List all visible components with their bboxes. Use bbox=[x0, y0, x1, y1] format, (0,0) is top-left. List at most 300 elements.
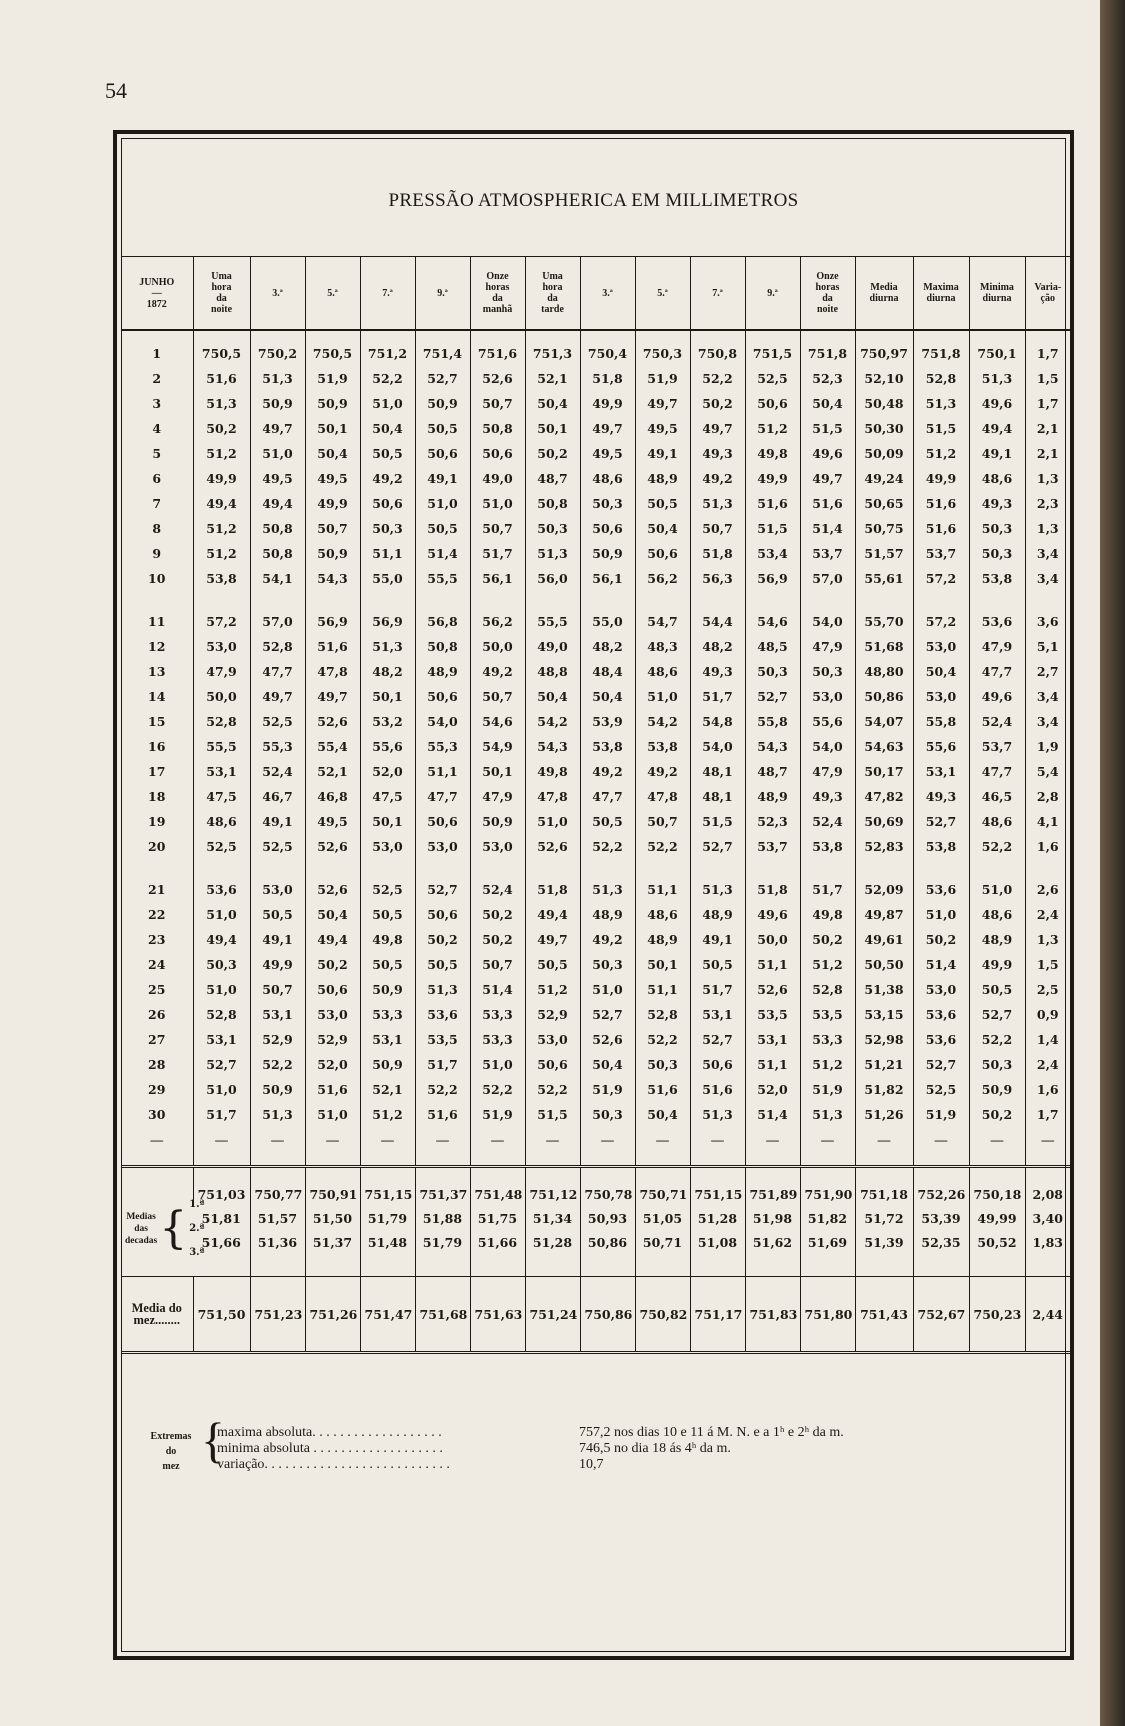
value-cell: 52,2 bbox=[635, 834, 690, 859]
value-cell: 54,6 bbox=[470, 709, 525, 734]
value-cell: 49,4 bbox=[193, 491, 250, 516]
value-cell: 53,0 bbox=[415, 834, 470, 859]
gap-cell bbox=[415, 591, 470, 609]
value-cell: 51,6 bbox=[635, 1077, 690, 1102]
value-cell: 50,1 bbox=[635, 952, 690, 977]
value-cell: 51,7 bbox=[800, 877, 855, 902]
value-cell: 2,8 bbox=[1025, 784, 1070, 809]
value-cell: 46,7 bbox=[250, 784, 305, 809]
value-cell: 51,05 bbox=[635, 1206, 690, 1230]
value-cell: 50,7 bbox=[250, 977, 305, 1002]
value-cell: 50,6 bbox=[690, 1052, 745, 1077]
value-cell: 55,5 bbox=[525, 609, 580, 634]
day-cell: 28 bbox=[148, 1057, 166, 1072]
gap-cell bbox=[690, 859, 745, 877]
value-cell: 52,7 bbox=[745, 684, 800, 709]
column-header: Uma hora da noite bbox=[193, 257, 250, 331]
value-cell: 56,2 bbox=[470, 609, 525, 634]
value-cell: 50,6 bbox=[415, 809, 470, 834]
value-cell: 55,0 bbox=[580, 609, 635, 634]
value-cell: 54,7 bbox=[635, 609, 690, 634]
value-cell: 51,28 bbox=[525, 1230, 580, 1277]
value-cell: 48,1 bbox=[690, 784, 745, 809]
value-cell: 50,5 bbox=[360, 952, 415, 977]
value-cell: 54,0 bbox=[800, 734, 855, 759]
separator-cell bbox=[1025, 1155, 1070, 1167]
value-cell: 56,1 bbox=[470, 566, 525, 591]
value-cell: 53,3 bbox=[470, 1002, 525, 1027]
value-cell: 1,4 bbox=[1025, 1027, 1070, 1052]
value-cell: 51,2 bbox=[800, 1052, 855, 1077]
extreme-name: minima absoluta . . . . . . . . . . . . . . . . . . . bbox=[217, 1441, 443, 1456]
decade-row bbox=[121, 1206, 1070, 1230]
value-cell: 51,75 bbox=[470, 1206, 525, 1230]
value-cell: 52,7 bbox=[690, 1027, 745, 1052]
value-cell: 51,79 bbox=[360, 1206, 415, 1230]
value-cell: 1,6 bbox=[1025, 1077, 1070, 1102]
value-cell: 50,9 bbox=[470, 809, 525, 834]
value-cell: 52,1 bbox=[305, 759, 360, 784]
table-row bbox=[121, 684, 1070, 709]
column-header: 3.ª bbox=[250, 257, 305, 331]
value-cell: 50,6 bbox=[415, 441, 470, 466]
value-cell: 50,0 bbox=[193, 684, 250, 709]
value-cell: 48,6 bbox=[969, 809, 1025, 834]
value-cell: 1,5 bbox=[1025, 366, 1070, 391]
value-cell: 751,15 bbox=[360, 1167, 415, 1207]
decades-label-cell bbox=[121, 1167, 205, 1277]
value-cell: 50,6 bbox=[745, 391, 800, 416]
extremes-brace: { bbox=[201, 1412, 225, 1468]
value-cell: 52,10 bbox=[855, 366, 913, 391]
value-cell: 51,4 bbox=[470, 977, 525, 1002]
decade-gap bbox=[121, 859, 1070, 877]
value-cell: 52,4 bbox=[470, 877, 525, 902]
value-cell: 57,0 bbox=[250, 609, 305, 634]
value-cell: 51,88 bbox=[415, 1206, 470, 1230]
value-cell: 48,7 bbox=[745, 759, 800, 784]
value-cell: 48,9 bbox=[580, 902, 635, 927]
value-cell: 51,2 bbox=[913, 441, 969, 466]
value-cell: 52,4 bbox=[800, 809, 855, 834]
value-cell: 56,8 bbox=[415, 609, 470, 634]
value-cell: 50,4 bbox=[360, 416, 415, 441]
value-cell: 51,3 bbox=[250, 366, 305, 391]
value-cell: 52,6 bbox=[470, 366, 525, 391]
value-cell: 51,0 bbox=[193, 1077, 250, 1102]
value-cell: 750,18 bbox=[969, 1167, 1025, 1207]
pressure-table bbox=[121, 256, 1070, 1354]
table-row bbox=[121, 366, 1070, 391]
table-row bbox=[121, 659, 1070, 684]
value-cell: 51,37 bbox=[305, 1230, 360, 1277]
value-cell: 54,8 bbox=[690, 709, 745, 734]
value-cell: 52,8 bbox=[913, 366, 969, 391]
value-cell: 5,1 bbox=[1025, 634, 1070, 659]
dash-cell: — bbox=[525, 1127, 580, 1155]
gap-cell bbox=[855, 591, 913, 609]
value-cell: 52,35 bbox=[913, 1230, 969, 1277]
value-cell: 50,4 bbox=[635, 516, 690, 541]
day-cell: 23 bbox=[148, 932, 166, 947]
value-cell: 751,48 bbox=[470, 1167, 525, 1207]
value-cell: 50,5 bbox=[580, 809, 635, 834]
value-cell: 52,5 bbox=[250, 709, 305, 734]
value-cell: 51,50 bbox=[305, 1206, 360, 1230]
value-cell: 52,2 bbox=[525, 1077, 580, 1102]
value-cell: 53,0 bbox=[525, 1027, 580, 1052]
value-cell: 49,6 bbox=[800, 441, 855, 466]
value-cell: 51,1 bbox=[635, 977, 690, 1002]
dash-cell: — bbox=[470, 1127, 525, 1155]
table-row bbox=[121, 609, 1070, 634]
value-cell: 53,6 bbox=[913, 1002, 969, 1027]
value-cell: 53,0 bbox=[913, 634, 969, 659]
value-cell: 1,5 bbox=[1025, 952, 1070, 977]
day-cell: 5 bbox=[152, 446, 162, 461]
value-cell: 49,3 bbox=[690, 441, 745, 466]
value-cell: 55,6 bbox=[360, 734, 415, 759]
column-header: Varia- ção bbox=[1025, 257, 1070, 331]
extreme-row-variation bbox=[217, 1457, 1017, 1473]
value-cell: 50,6 bbox=[580, 516, 635, 541]
gap-cell bbox=[470, 859, 525, 877]
value-cell: 51,0 bbox=[360, 391, 415, 416]
value-cell: 50,3 bbox=[525, 516, 580, 541]
value-cell: 51,3 bbox=[193, 391, 250, 416]
value-cell: 53,0 bbox=[305, 1002, 360, 1027]
value-cell: 2,3 bbox=[1025, 491, 1070, 516]
value-cell: 53,15 bbox=[855, 1002, 913, 1027]
value-cell: 1,3 bbox=[1025, 516, 1070, 541]
value-cell: 52,6 bbox=[580, 1027, 635, 1052]
value-cell: 48,3 bbox=[635, 634, 690, 659]
value-cell: 56,0 bbox=[525, 566, 580, 591]
value-cell: 53,5 bbox=[415, 1027, 470, 1052]
value-cell: 49,8 bbox=[525, 759, 580, 784]
value-cell: 47,7 bbox=[250, 659, 305, 684]
value-cell: 2,4 bbox=[1025, 1052, 1070, 1077]
value-cell: 47,8 bbox=[305, 659, 360, 684]
value-cell: 52,7 bbox=[580, 1002, 635, 1027]
value-cell: 1,6 bbox=[1025, 834, 1070, 859]
value-cell: 49,7 bbox=[635, 391, 690, 416]
value-cell: 50,1 bbox=[360, 809, 415, 834]
gap-cell bbox=[360, 859, 415, 877]
value-cell: 53,8 bbox=[193, 566, 250, 591]
value-cell: 51,6 bbox=[415, 1102, 470, 1127]
value-cell: 2,1 bbox=[1025, 416, 1070, 441]
value-cell: 50,8 bbox=[250, 541, 305, 566]
value-cell: 52,0 bbox=[305, 1052, 360, 1077]
value-cell: 48,2 bbox=[580, 634, 635, 659]
value-cell: 47,5 bbox=[193, 784, 250, 809]
column-header: Onze horas da noite bbox=[800, 257, 855, 331]
separator-cell bbox=[470, 1155, 525, 1167]
value-cell: 49,8 bbox=[360, 927, 415, 952]
value-cell: 50,1 bbox=[525, 416, 580, 441]
value-cell: 50,3 bbox=[193, 952, 250, 977]
value-cell: 52,7 bbox=[969, 1002, 1025, 1027]
value-cell: 51,3 bbox=[969, 366, 1025, 391]
value-cell: 48,6 bbox=[635, 902, 690, 927]
value-cell: 52,2 bbox=[580, 834, 635, 859]
value-cell: 751,68 bbox=[415, 1277, 470, 1353]
column-header: 3.ª bbox=[580, 257, 635, 331]
value-cell: 55,8 bbox=[745, 709, 800, 734]
value-cell: 53,3 bbox=[360, 1002, 415, 1027]
table-row bbox=[121, 927, 1070, 952]
gap-cell bbox=[969, 859, 1025, 877]
value-cell: 49,2 bbox=[690, 466, 745, 491]
value-cell: 53,0 bbox=[360, 834, 415, 859]
value-cell: 1,3 bbox=[1025, 466, 1070, 491]
value-cell: 50,4 bbox=[800, 391, 855, 416]
value-cell: 54,1 bbox=[250, 566, 305, 591]
value-cell: 50,3 bbox=[969, 516, 1025, 541]
value-cell: 750,5 bbox=[193, 330, 250, 366]
dash-cell: — bbox=[690, 1127, 745, 1155]
gap-cell bbox=[121, 859, 193, 877]
value-cell: 50,7 bbox=[470, 952, 525, 977]
value-cell: 49,1 bbox=[969, 441, 1025, 466]
day-cell: 12 bbox=[148, 639, 166, 654]
table-row bbox=[121, 491, 1070, 516]
gap-cell bbox=[470, 591, 525, 609]
day-cell: 15 bbox=[148, 714, 166, 729]
value-cell: 51,9 bbox=[635, 366, 690, 391]
day-cell: 11 bbox=[148, 614, 166, 629]
extreme-value: 10,7 bbox=[579, 1457, 604, 1472]
gap-cell bbox=[635, 859, 690, 877]
value-cell: 53,0 bbox=[250, 877, 305, 902]
day-cell: 24 bbox=[148, 957, 166, 972]
value-cell: 52,9 bbox=[525, 1002, 580, 1027]
value-cell: 2,6 bbox=[1025, 877, 1070, 902]
value-cell: 51,0 bbox=[913, 902, 969, 927]
value-cell: 53,5 bbox=[800, 1002, 855, 1027]
value-cell: 49,4 bbox=[193, 927, 250, 952]
value-cell: 50,6 bbox=[305, 977, 360, 1002]
value-cell: 50,5 bbox=[360, 441, 415, 466]
value-cell: 752,67 bbox=[913, 1277, 969, 1353]
value-cell: 52,7 bbox=[415, 877, 470, 902]
value-cell: 51,9 bbox=[470, 1102, 525, 1127]
value-cell: 49,1 bbox=[415, 466, 470, 491]
value-cell: 51,9 bbox=[913, 1102, 969, 1127]
value-cell: 55,6 bbox=[800, 709, 855, 734]
table-row bbox=[121, 952, 1070, 977]
extreme-name: maxima absoluta. . . . . . . . . . . . . . . . . . . bbox=[217, 1425, 442, 1440]
value-cell: 52,5 bbox=[193, 834, 250, 859]
day-cell: 1 bbox=[152, 346, 162, 361]
value-cell: 50,86 bbox=[855, 684, 913, 709]
value-cell: 48,9 bbox=[635, 927, 690, 952]
value-cell: 52,5 bbox=[745, 366, 800, 391]
column-header: 9.ª bbox=[745, 257, 800, 331]
value-cell: 50,9 bbox=[415, 391, 470, 416]
value-cell: 48,6 bbox=[580, 466, 635, 491]
day-cell: 8 bbox=[152, 521, 162, 536]
dash-cell: — bbox=[250, 1127, 305, 1155]
value-cell: 52,6 bbox=[305, 877, 360, 902]
value-cell: 51,66 bbox=[470, 1230, 525, 1277]
value-cell: 51,2 bbox=[745, 416, 800, 441]
value-cell: 1,3 bbox=[1025, 927, 1070, 952]
value-cell: 50,52 bbox=[969, 1230, 1025, 1277]
value-cell: 50,09 bbox=[855, 441, 913, 466]
value-cell: 53,0 bbox=[470, 834, 525, 859]
value-cell: 53,8 bbox=[580, 734, 635, 759]
value-cell: 57,0 bbox=[800, 566, 855, 591]
value-cell: 49,0 bbox=[470, 466, 525, 491]
value-cell: 51,7 bbox=[470, 541, 525, 566]
value-cell: 750,3 bbox=[635, 330, 690, 366]
value-cell: 49,7 bbox=[250, 684, 305, 709]
value-cell: 52,9 bbox=[305, 1027, 360, 1052]
value-cell: 49,99 bbox=[969, 1206, 1025, 1230]
value-cell: 53,39 bbox=[913, 1206, 969, 1230]
value-cell: 51,8 bbox=[525, 877, 580, 902]
value-cell: 51,3 bbox=[913, 391, 969, 416]
value-cell: 751,8 bbox=[913, 330, 969, 366]
value-cell: 50,1 bbox=[305, 416, 360, 441]
value-cell: 50,7 bbox=[470, 516, 525, 541]
value-cell: 50,86 bbox=[580, 1230, 635, 1277]
value-cell: 49,5 bbox=[305, 809, 360, 834]
dash-cell: — bbox=[1025, 1127, 1070, 1155]
value-cell: 53,0 bbox=[800, 684, 855, 709]
gap-cell bbox=[305, 859, 360, 877]
value-cell: 50,4 bbox=[525, 684, 580, 709]
value-cell: 48,6 bbox=[193, 809, 250, 834]
day-cell: 22 bbox=[148, 907, 166, 922]
value-cell: 52,0 bbox=[745, 1077, 800, 1102]
value-cell: 51,0 bbox=[580, 977, 635, 1002]
value-cell: 51,7 bbox=[690, 977, 745, 1002]
table-row bbox=[121, 877, 1070, 902]
value-cell: 52,6 bbox=[305, 709, 360, 734]
value-cell: 54,0 bbox=[415, 709, 470, 734]
table-row bbox=[121, 330, 1070, 366]
value-cell: 54,0 bbox=[800, 609, 855, 634]
value-cell: 52,7 bbox=[690, 834, 745, 859]
value-cell: 50,17 bbox=[855, 759, 913, 784]
value-cell: 51,3 bbox=[525, 541, 580, 566]
value-cell: 52,5 bbox=[913, 1077, 969, 1102]
gap-cell bbox=[580, 859, 635, 877]
value-cell: 49,7 bbox=[580, 416, 635, 441]
value-cell: 50,7 bbox=[635, 809, 690, 834]
value-cell: 51,2 bbox=[800, 952, 855, 977]
gap-cell bbox=[525, 591, 580, 609]
value-cell: 53,8 bbox=[635, 734, 690, 759]
value-cell: 46,8 bbox=[305, 784, 360, 809]
gap-cell bbox=[800, 859, 855, 877]
value-cell: 54,0 bbox=[690, 734, 745, 759]
value-cell: 53,3 bbox=[470, 1027, 525, 1052]
value-cell: 47,8 bbox=[525, 784, 580, 809]
value-cell: 47,9 bbox=[969, 634, 1025, 659]
value-cell: 52,2 bbox=[969, 834, 1025, 859]
day-cell: 7 bbox=[152, 496, 162, 511]
value-cell: 54,3 bbox=[305, 566, 360, 591]
value-cell: 50,4 bbox=[525, 391, 580, 416]
day-cell: 29 bbox=[148, 1082, 166, 1097]
column-header: Media diurna bbox=[855, 257, 913, 331]
value-cell: 50,6 bbox=[415, 684, 470, 709]
value-cell: 51,6 bbox=[690, 1077, 745, 1102]
day-cell: 18 bbox=[148, 789, 166, 804]
value-cell: 50,4 bbox=[635, 1102, 690, 1127]
value-cell: 52,7 bbox=[415, 366, 470, 391]
value-cell: 52,8 bbox=[635, 1002, 690, 1027]
value-cell: 50,6 bbox=[635, 541, 690, 566]
separator-cell bbox=[360, 1155, 415, 1167]
value-cell: 48,2 bbox=[690, 634, 745, 659]
value-cell: 51,6 bbox=[305, 1077, 360, 1102]
value-cell: 52,1 bbox=[525, 366, 580, 391]
value-cell: 49,1 bbox=[250, 927, 305, 952]
value-cell: 53,6 bbox=[969, 609, 1025, 634]
value-cell: 51,1 bbox=[415, 759, 470, 784]
gap-cell bbox=[121, 591, 193, 609]
value-cell: 750,23 bbox=[969, 1277, 1025, 1353]
value-cell: 51,82 bbox=[855, 1077, 913, 1102]
value-cell: 52,3 bbox=[800, 366, 855, 391]
value-cell: 48,6 bbox=[969, 902, 1025, 927]
value-cell: 56,9 bbox=[305, 609, 360, 634]
value-cell: 51,1 bbox=[745, 1052, 800, 1077]
value-cell: 2,08 bbox=[1025, 1167, 1070, 1207]
value-cell: 51,48 bbox=[360, 1230, 415, 1277]
day-cell: 13 bbox=[148, 664, 166, 679]
value-cell: 751,63 bbox=[470, 1277, 525, 1353]
value-cell: 54,3 bbox=[525, 734, 580, 759]
value-cell: 4,1 bbox=[1025, 809, 1070, 834]
decade-number: 2.ª bbox=[189, 1223, 205, 1234]
value-cell: 50,69 bbox=[855, 809, 913, 834]
table-row bbox=[121, 834, 1070, 859]
value-cell: 55,5 bbox=[193, 734, 250, 759]
value-cell: 54,6 bbox=[745, 609, 800, 634]
value-cell: 49,8 bbox=[800, 902, 855, 927]
value-cell: 51,1 bbox=[635, 877, 690, 902]
month-mean-label: Media do mez........ bbox=[121, 1277, 193, 1353]
separator-cell bbox=[800, 1155, 855, 1167]
value-cell: 50,65 bbox=[855, 491, 913, 516]
value-cell: 750,4 bbox=[580, 330, 635, 366]
value-cell: 53,7 bbox=[800, 541, 855, 566]
value-cell: 52,8 bbox=[193, 709, 250, 734]
value-cell: 3,4 bbox=[1025, 709, 1070, 734]
value-cell: 51,4 bbox=[745, 1102, 800, 1127]
value-cell: 53,7 bbox=[969, 734, 1025, 759]
value-cell: 51,7 bbox=[193, 1102, 250, 1127]
value-cell: 52,6 bbox=[525, 834, 580, 859]
value-cell: 51,0 bbox=[415, 491, 470, 516]
gap-cell bbox=[360, 591, 415, 609]
separator-cell bbox=[193, 1155, 250, 1167]
page-title: PRESSÃO ATMOSPHERICA EM MILLIMETROS bbox=[388, 190, 799, 211]
decade-number: 1.ª bbox=[189, 1199, 205, 1210]
separator-cell bbox=[635, 1155, 690, 1167]
day-cell: 21 bbox=[148, 882, 166, 897]
decade-row bbox=[121, 1167, 1070, 1207]
value-cell: 49,7 bbox=[690, 416, 745, 441]
value-cell: 51,6 bbox=[913, 491, 969, 516]
value-cell: 52,98 bbox=[855, 1027, 913, 1052]
